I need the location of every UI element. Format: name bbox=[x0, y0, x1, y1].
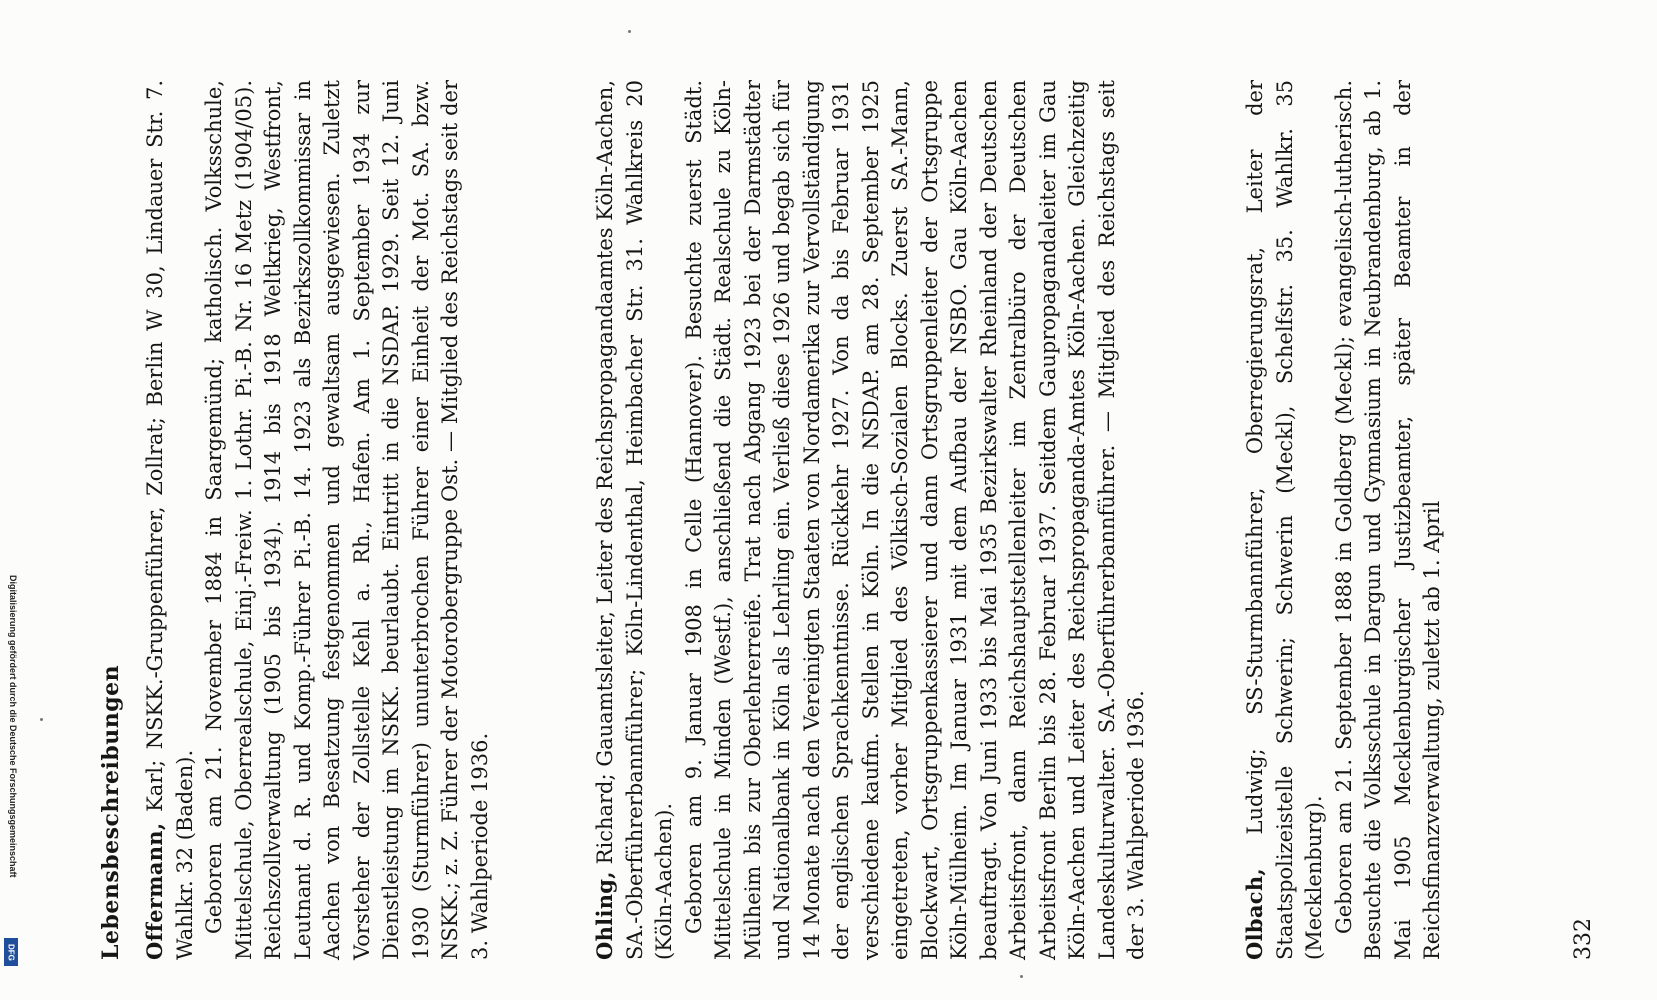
entry-lead: Richard; Gauamtsleiter, Leiter des Reichspropagandaamtes Köln-Aachen, SA.-Oberführerbannführer; Köln-Lindenthal, Heimbacher Str. 31. Wahlkreis 20 (Köln-Aachen). bbox=[593, 80, 676, 960]
dfg-logo: DFG bbox=[4, 938, 18, 966]
page-number: 332 bbox=[1571, 918, 1596, 960]
entry-name: Ohling, bbox=[592, 871, 617, 960]
running-heading: Lebensbeschreibungen bbox=[98, 664, 124, 960]
entry-body: Geboren am 9. Januar 1908 in Celle (Hannover). Besuchte zuerst Städt. Mittelschule in Minden (Westf.), anschließend die Städt. Realschule zu Köln-Mülheim bis zur Oberlehrerreife. Trat nach Abgang 1923 bei der Darmstädter und Nationalbank in Köln als Lehrling ein. Verließ diese 1926 und begab sich für 14 Monate nach den Vereinigten Staaten von Nordamerika zur Vervollständigung der englischen Sprachkenntnisse. Rückkehr 1927. Von da bis Februar 1931 verschiedene kaufm. Stellen in Köln. In die NSDAP. am 28. September 1925 eingetreten, vorher Mitglied des Völkisch-Sozialen Blocks. Zuerst SA.-Mann, Blockwart, Ortsgruppenkassierer und dann Ortsgruppenleiter der Ortsgruppe Köln-Mülheim. Im Januar 1931 mit dem Aufbau der NSBO. Gau Köln-Aachen beauftragt. Von Juni 1933 bis Mai 1935 Bezirkswalter Rheinland der Deutschen Arbeitsfront, dann Reichshauptstellenleiter im Zentralbüro der Deutschen Arbeitsfront Berlin bis 28. Februar 1937. Seitdem Gaupropagandaleiter im Gau Köln-Aachen und Leiter des Reichspropaganda-Amtes Köln-Aachen. Gleichzeitig Landeskulturwalter. SA.-Oberführerbannführer. — Mitglied des Reichstags seit der 3. Wahlperiode 1936. bbox=[681, 80, 1148, 960]
entry-lead: Karl; NSKK.-Gruppenführer, Zollrat; Berlin W 30, Lindauer Str. 7. Wahlkr. 32 (Baden). bbox=[143, 80, 197, 960]
rotated-text-block bbox=[70, 40, 1610, 960]
digitization-credit: Digitalisierung gefördert durch die Deutsche Forschungsgemeinschaft bbox=[8, 575, 18, 878]
entry-olbach bbox=[1240, 80, 1448, 960]
entry-offermann bbox=[140, 80, 495, 960]
entry-lead: Ludwig; SS-Sturmbannführer, Oberregierungsrat, Leiter der Staatspolizeistelle Schwerin; Schwerin (Meckl), Schelfstr. 35. Wahlkr. 35 (Mecklenburg). bbox=[1243, 80, 1326, 960]
entry-name: Offermann, bbox=[142, 822, 167, 960]
entry-ohling bbox=[590, 80, 1152, 960]
scan-speck bbox=[40, 718, 43, 721]
entry-body: Geboren am 21. November 1884 in Saargemünd; katholisch. Volksschule, Mittelschule, Oberrealschule, Einj.-Freiw. 1. Lothr. Pi.-B. Nr. 16 Metz (1904/05). Reichszollverwaltung (1905 bis 1934). 1914 bis 1918 Weltkrieg, Westfront, Leutnant d. R. und Komp.-Führer Pi.-B. 14. 1923 als Bezirkszollkommissar in Aachen von Besatzung festgenommen und gewaltsam ausgewiesen. Zuletzt Vorsteher der Zollstelle Kehl a. Rh., Hafen. Am 1. September 1934 zur Dienstleistung im NSKK. beurlaubt. Eintritt in die NSDAP. 1929. Seit 12. Juni 1930 (Sturmführer) ununterbrochen Führer einer Einheit der Mot. SA. bzw. NSKK.; z. Z. Führer der Motorobergruppe Ost. — Mitglied des Reichstags seit der 3. Wahlperiode 1936. bbox=[202, 80, 492, 960]
entry-name: Olbach, bbox=[1242, 867, 1267, 960]
entry-body: Geboren am 21. September 1888 in Goldberg (Meckl); evangelisch-lutherisch. Besuchte die Volksschule in Dargun und Gymnasium in Neubrandenburg, ab 1. Mai 1905 Mecklenburgischer Justizbeamter, später Beamter in der Reichsfinanzverwaltung, zuletzt ab 1. April bbox=[1331, 80, 1444, 960]
scan-speck bbox=[628, 30, 631, 33]
scan-speck bbox=[1020, 975, 1023, 978]
